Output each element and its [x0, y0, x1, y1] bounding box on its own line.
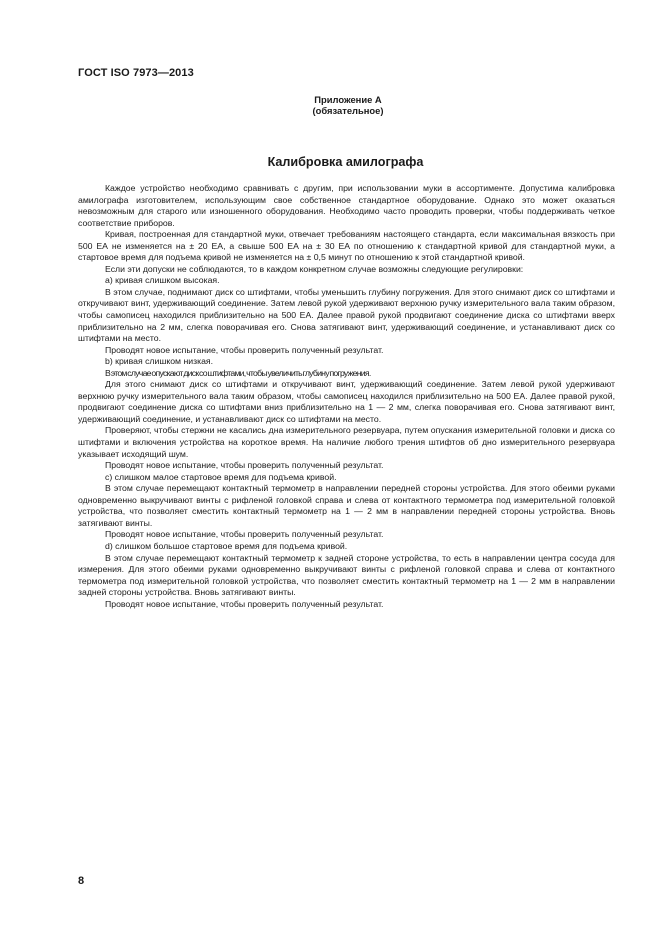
annex-heading: [78, 95, 583, 116]
list-item-c: с) слишком малое стартовое время для подъема кривой.: [105, 471, 337, 482]
paragraph: Проверяют, чтобы стержни не касались дна измерительного резервуара, путем опускания измерительной головки и диска со штифтами и включения устройства на короткое время. На наличие любого трения штифтов об дно измерительного резервуара указывает исходящий шум.: [78, 425, 615, 459]
annex-status: (обязательное): [312, 104, 384, 116]
paragraph: Проводят новое испытание, чтобы проверить полученный результат.: [105, 529, 384, 540]
list-item-b: b) кривая слишком низкая.: [105, 356, 214, 367]
paragraph: В этом случае перемещают контактный термометр к задней стороне устройства, то есть в направлении центра сосуда для измерения. Для этого обеими руками одновременно выкручивают винты с рифленой головкой справа и слева от контактного термометра под измерительной головкой устройства, что позволяет сместить контактный термометр на 1 — 2 мм в направлении задней стороны устройства. Вновь затягивают винты.: [78, 552, 615, 598]
paragraph: Каждое устройство необходимо сравнивать с другим, при использовании муки в ассортименте. Допустима калибровка амилографа изготовителем, использующим свое собственное стандартное оборудование. Однако это может оказаться невозможным для старого или изношенного оборудования. Необходимо часто проводить проверки, чтобы поддерживать четкое соответствие приборов.: [78, 183, 615, 228]
paragraph: В этом случае, поднимают диск со штифтами, чтобы уменьшить глубину погружения. Для этого снимают диск со штифтами и откручивают винт, удерживающий соединение. Затем левой рукой удерживают верхнюю ручку измерительного вала таким образом, чтобы самописец находился приблизительно на 500 ЕА. Далее правой рукой продвигают соединение диска со штифтами вверх приблизительно на 2 мм, слегка поворачивая его. Снова затягивают винт, удерживающий соединение, и устанавливают диск со штифтами на место.: [78, 286, 615, 344]
section-title: Калибровка амилографа: [267, 155, 424, 169]
annex-label: Приложение А: [314, 94, 382, 105]
paragraph: Проводят новое испытание, чтобы проверить полученный результат.: [105, 460, 384, 471]
paragraph: Если эти допуски не соблюдаются, то в каждом конкретном случае возможны следующие регулировки:: [105, 263, 524, 274]
paragraph: В этом случае опускают диск со штифтами, чтобы увеличить глубину погружения.: [105, 367, 371, 378]
list-item-a: а) кривая слишком высокая.: [105, 275, 220, 286]
list-item-d: d) слишком большое стартовое время для подъема кривой.: [105, 540, 348, 551]
paragraph: В этом случае перемещают контактный термометр в направлении передней стороны устройства. Для этого обеими руками одновременно выкручивают винты с рифленой головкой справа и слева от контактного термометра под измерительной головкой устройства, что позволяет сместить контактный термометр на 1 — 2 мм в направлении передней стороны устройства. Вновь затягивают винты.: [78, 483, 615, 528]
paragraph: Для этого снимают диск со штифтами и откручивают винт, удерживающий соединение. Затем левой рукой удерживают верхнюю ручку измерительного вала таким образом, чтобы самописец находился приблизительно на 500 ЕА. Далее правой рукой, продвигают соединение диска со штифтами вниз приблизительно на 1 — 2 мм, слегка поворачивая его. Снова затягивают винт, удерживающий соединение, и устанавливают диск со штифтами на место.: [78, 379, 615, 424]
paragraph: Проводят новое испытание, чтобы проверить полученный результат.: [105, 344, 384, 355]
body-text: [78, 183, 615, 610]
document-header: ГОСТ ISO 7973—2013: [78, 67, 194, 79]
paragraph: Кривая, построенная для стандартной муки, отвечает требованиям настоящего стандарта, если максимальная вязкость при 500 ЕА не изменяется на ± 20 ЕА, а свыше 500 ЕА на ± 30 ЕА по отношению к стандартной кривой для стандартной муки, а стартовое время для подъема кривой не изменяется на ± 0,5 минут по отношению к этой стандартной кривой.: [78, 229, 615, 263]
page-number: 8: [78, 875, 85, 887]
paragraph: Проводят новое испытание, чтобы проверить полученный результат.: [105, 598, 384, 609]
